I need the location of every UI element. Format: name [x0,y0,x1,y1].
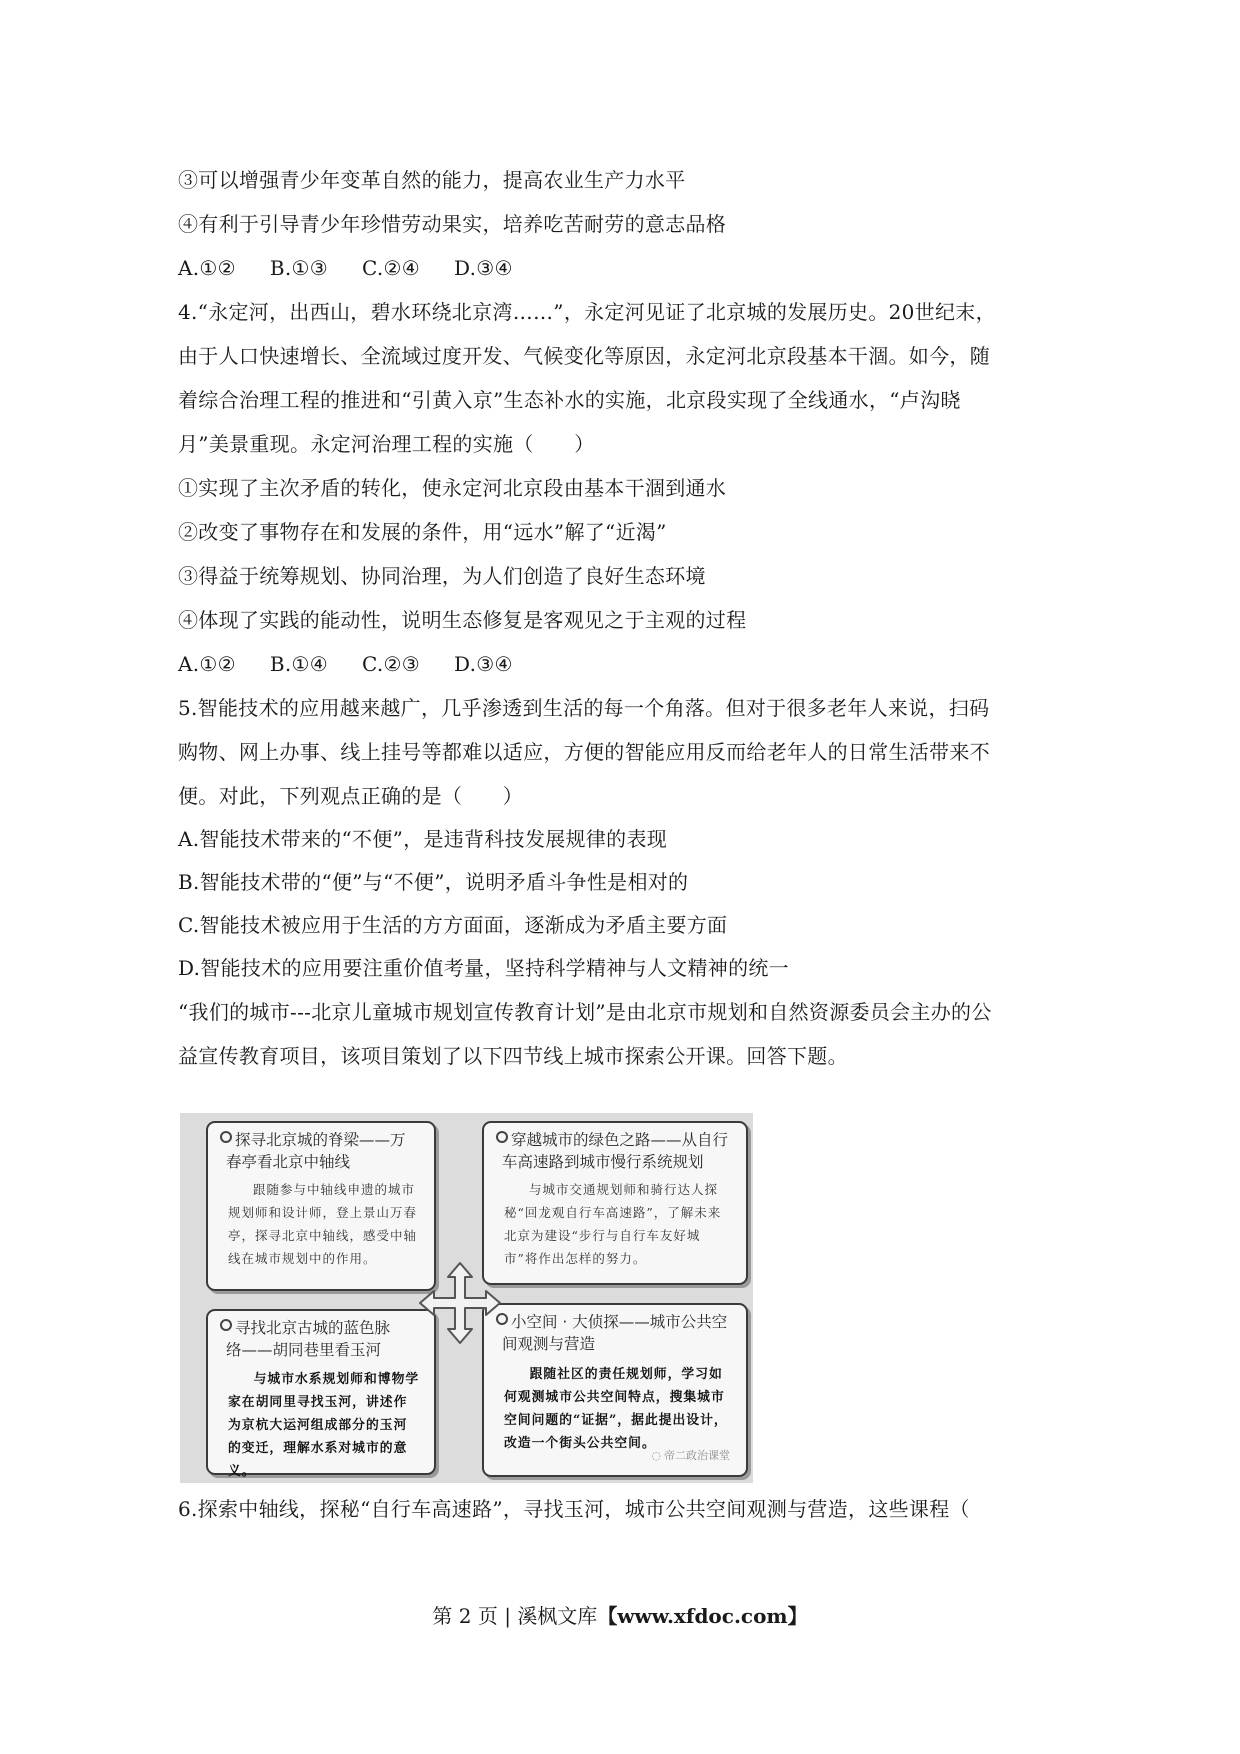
q5-stem-line-3: 便。对此，下列观点正确的是（ ） [178,784,524,808]
card-body: 跟随参与中轴线申遗的城市规划师和设计师，登上景山万春亭，探寻北京中轴线，感受中轴线在城市规划中的作用。 [228,1182,418,1266]
q3-options [178,246,1078,290]
intro-line-2: 益宣传教育项目，该项目策划了以下四节线上城市探索公开课。回答下题。 [178,1044,848,1068]
q3-item-4: ④有利于引导青少年珍惜劳动果实，培养吃苦耐劳的意志品格 [178,212,727,236]
q3-option-a: A.①② [178,256,236,280]
q5-stem-line-1: 5.智能技术的应用越来越广，几乎渗透到生活的每一个角落。但对于很多老年人来说，扫码 [178,696,990,720]
q4-item-3: ③得益于统筹规划、协同治理，为人们创造了良好生态环境 [178,564,706,588]
question-text-block [178,158,1078,1078]
course-card-green-road [482,1121,748,1285]
q4-option-a: A.①② [178,652,236,676]
q4-stem-line-1: 4.“永定河，出西山，碧水环绕北京湾……”，永定河见证了北京城的发展历史。20世纪末， [178,300,996,324]
q5-option-a: A.智能技术带来的“不便”，是违背科技发展规律的表现 [178,827,668,851]
course-figure [180,1113,753,1483]
four-way-arrow-icon [418,1261,502,1345]
q4-option-c: C.②③ [362,652,421,676]
q5-option-d: D.智能技术的应用要注重价值考量，坚持科学精神与人文精神的统一 [178,956,789,980]
card-title: 寻找北京古城的蓝色脉 络——胡同巷里看玉河 [220,1317,426,1361]
q5-option-b: B.智能技术带的“便”与“不便”，说明矛盾斗争性是相对的 [178,870,689,894]
course-card-blue-vein [206,1309,436,1479]
page-number: 第 2 页 [432,1604,498,1628]
q4-item-1: ①实现了主次矛盾的转化，使永定河北京段由基本干涸到通水 [178,476,727,500]
q3-option-d: D.③④ [454,256,513,280]
page-footer [0,1601,1240,1631]
q3-option-c: C.②④ [362,256,421,280]
q5-stem-line-2: 购物、网上办事、线上挂号等都难以适应，方便的智能应用反而给老年人的日常生活带来不 [178,740,990,764]
card-title: 探寻北京城的脊梁——万 春亭看北京中轴线 [220,1129,426,1173]
q5-option-c: C.智能技术被应用于生活的方方面面，逐渐成为矛盾主要方面 [178,913,728,937]
q4-stem-line-2: 由于人口快速增长、全流域过度开发、气候变化等原因，永定河北京段基本干涸。如今，随 [178,344,990,368]
site-link[interactable]: 【www.xfdoc.com】 [597,1604,808,1628]
q4-option-b: B.①④ [269,652,328,676]
bullet-icon [220,1131,232,1143]
q4-item-4: ④体现了实践的能动性，说明生态修复是客观见之于主观的过程 [178,608,747,632]
q4-options [178,642,1078,686]
bullet-icon [496,1131,508,1143]
card-body: 跟随社区的责任规划师，学习如何观测城市公共空间特点，搜集城市空间问题的“证据”，据此提出设计，改造一个街头公共空间。 [504,1367,728,1451]
wechat-icon: ◌ [651,1449,661,1462]
footer-separator: | [504,1604,511,1628]
q4-stem-line-3: 着综合治理工程的推进和“引黄入京”生态补水的实施，北京段实现了全线通水，“卢沟晓 [178,388,961,412]
q3-option-b: B.①③ [269,256,328,280]
card-title: 小空间 · 大侦探——城市公共空 间观测与营造 [496,1311,738,1355]
card-body: 与城市交通规划师和骑行达人探秘“回龙观自行车高速路”，了解未来北京为建设“步行与自行车友好城市”将作出怎样的努力。 [504,1182,722,1266]
q6-block [178,1487,1078,1531]
library-name: 溪枫文库 [517,1604,598,1628]
card-title: 穿越城市的绿色之路——从自行 车高速路到城市慢行系统规划 [496,1129,738,1173]
q6-stem-line-1: 6.探索中轴线，探秘“自行车高速路”，寻找玉河，城市公共空间观测与营造，这些课程（ [178,1497,970,1521]
q4-item-2: ②改变了事物存在和发展的条件，用“远水”解了“近渴” [178,520,667,544]
course-card-central-axis [206,1121,436,1291]
watermark: ◌ 帝二政治课堂 [651,1449,730,1462]
intro-line-1: “我们的城市---北京儿童城市规划宣传教育计划”是由北京市规划和自然资源委员会主办的公 [178,1000,992,1024]
q4-option-d: D.③④ [454,652,513,676]
bullet-icon [220,1319,232,1331]
course-card-public-space [482,1303,748,1477]
q3-item-3: ③可以增强青少年变革自然的能力，提高农业生产力水平 [178,168,686,192]
q4-stem-line-4: 月”美景重现。永定河治理工程的实施（ ） [178,432,595,456]
card-body: 与城市水系规划师和博物学家在胡同里寻找玉河，讲述作为京杭大运河组成部分的玉河的变迁，理解水系对城市的意义。 [228,1372,420,1479]
